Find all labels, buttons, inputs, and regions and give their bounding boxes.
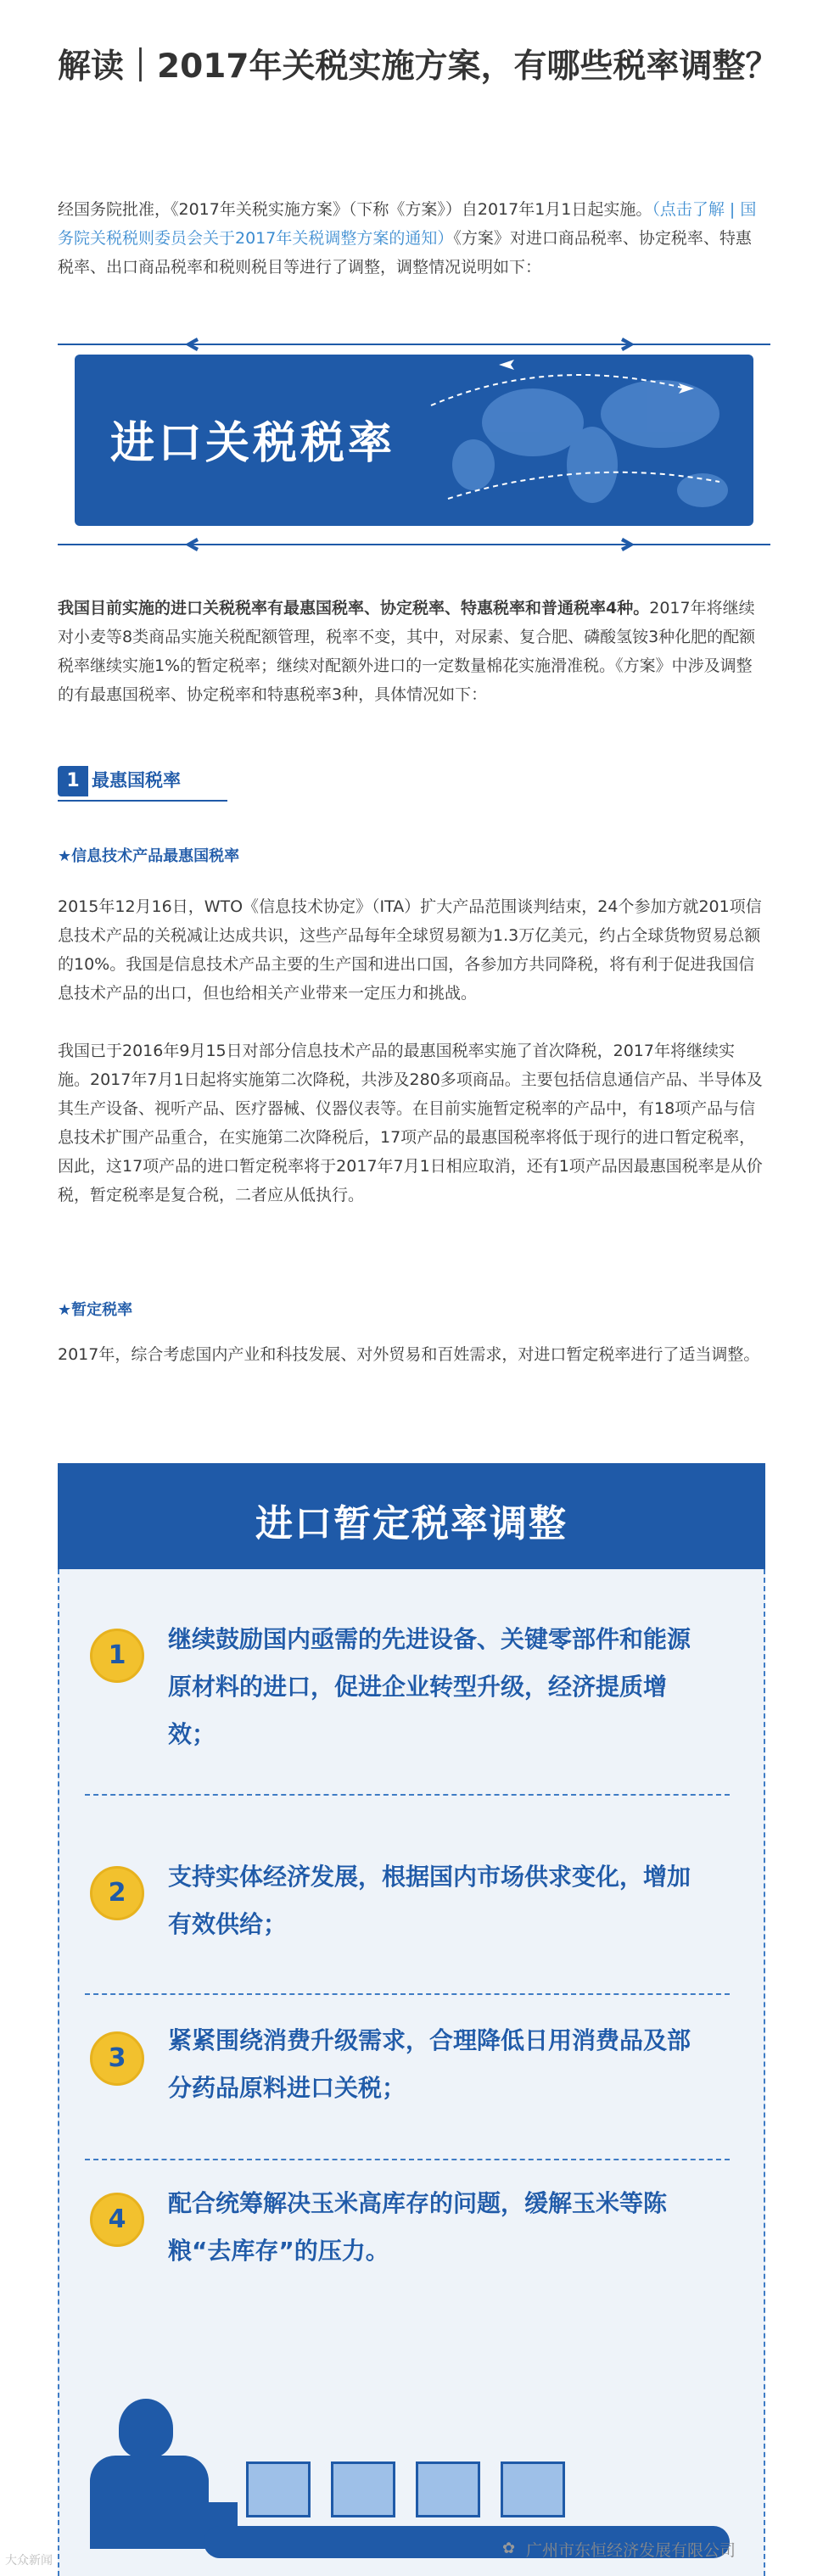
item-number-1: 1	[90, 1629, 144, 1683]
subheading-it-products: ★信息技术产品最惠国税率	[58, 847, 240, 865]
intro-paragraph	[58, 195, 765, 282]
paragraph-provisional: 2017年，综合考虑国内产业和科技发展、对外贸易和百姓需求，对进口暂定税率进行了适当调整。	[58, 1345, 760, 1364]
section-number-badge: 1	[58, 766, 88, 796]
notice-link[interactable]: （点击了解 | 国务院关税税则委员会关于2017年关税调整方案的通知）	[58, 200, 757, 248]
box-icon	[416, 2461, 480, 2517]
section-title: 最惠国税率	[92, 770, 181, 791]
divider	[85, 1993, 730, 1995]
item-number-2: 2	[90, 1866, 144, 1920]
intro-text-1: 经国务院批准，《2017年关税实施方案》（下称《方案》）自2017年1月1日起实施。	[58, 200, 652, 219]
list-item: 配合统筹解决玉米高库存的问题，缓解玉米等陈粮“去库存”的压力。	[168, 2189, 668, 2265]
corner-logo: 大众新闻	[5, 2554, 53, 2568]
item-number-3: 3	[90, 2031, 144, 2086]
watermark: 广州市东恒经济发展有限公司	[526, 2541, 736, 2560]
intro-text-2: 《方案》对进口商品税率、协定税率、特惠税率、出口商品税率和税则税目等进行了调整，调整情况说明如下：	[58, 229, 752, 277]
list-item: 紧紧围绕消费升级需求，合理降低日用消费品及部分药品原料进口关税；	[168, 2026, 691, 2102]
paragraph-ita: 2015年12月16日，WTO《信息技术协定》（ITA）扩大产品范围谈判结束，24个参加方就201项信息技术产品的关税减让达成共识，这些产品每年全球贸易额为1.3万亿美元，约占全球货物贸易总额的10%。我国是信息技术产品主要的生产国和进出口国，各参加方共同降税，将有利于促进我国信息技术产品的出口，但也给相关产业带来一定压力和挑战。	[58, 897, 762, 1003]
article-title: 解读｜2017年关税实施方案，有哪些税率调整？	[58, 47, 779, 86]
worker-icon	[119, 2399, 173, 2458]
wechat-icon: ✿	[502, 2540, 516, 2557]
divider	[85, 2159, 730, 2160]
subheading-provisional-rate: ★暂定税率	[58, 1301, 133, 1319]
section-underline	[58, 800, 227, 802]
paragraph-tax-cut: 我国已于2016年9月15日对部分信息技术产品的最惠国税率实施了首次降税，2017年将继续实施。2017年7月1日起将实施第二次降税，共涉及280多项商品。主要包括信息通信产品、半导体及其生产设备、视听产品、医疗器械、仪器仪表等。在目前实施暂定税率的产品中，有18项产品与信息技术扩围产品重合，在实施第二次降税后，17项产品的最惠国税率将低于现行的进口暂定税率，因此，这17项产品的进口暂定税率将于2017年7月1日相应取消，还有1项产品因最惠国税率是从价税，暂定税率是复合税，二者应从低执行。	[58, 1042, 763, 1204]
card-title: 进口暂定税率调整	[255, 1502, 568, 1545]
paragraph-tariff-types	[58, 594, 765, 709]
box-icon	[246, 2461, 311, 2517]
list-item: 支持实体经济发展，根据国内市场供求变化，增加有效供给；	[168, 1863, 691, 1938]
paragraph-body: 2017年将继续对小麦等8类商品实施关税配额管理，税率不变，其中，对尿素、复合肥、磷酸氢铵3种化肥的配额税率继续实施1%的暂定税率；继续对配额外进口的一定数量棉花实施滑准税。《方案》中涉及调整的有最惠国税率、协定税率和特惠税率3种，具体情况如下：	[58, 599, 756, 704]
box-icon	[501, 2461, 565, 2517]
divider	[85, 1794, 730, 1796]
list-item: 继续鼓励国内亟需的先进设备、关键零部件和能源原材料的进口，促进企业转型升级，经济提质增效；	[168, 1625, 691, 1748]
box-icon	[331, 2461, 395, 2517]
item-number-4: 4	[90, 2193, 144, 2247]
banner-title: 进口关税税率	[110, 417, 396, 469]
paragraph-bold-lead: 我国目前实施的进口关税税率有最惠国税率、协定税率、特惠税率和普通税率4种。	[58, 599, 650, 617]
